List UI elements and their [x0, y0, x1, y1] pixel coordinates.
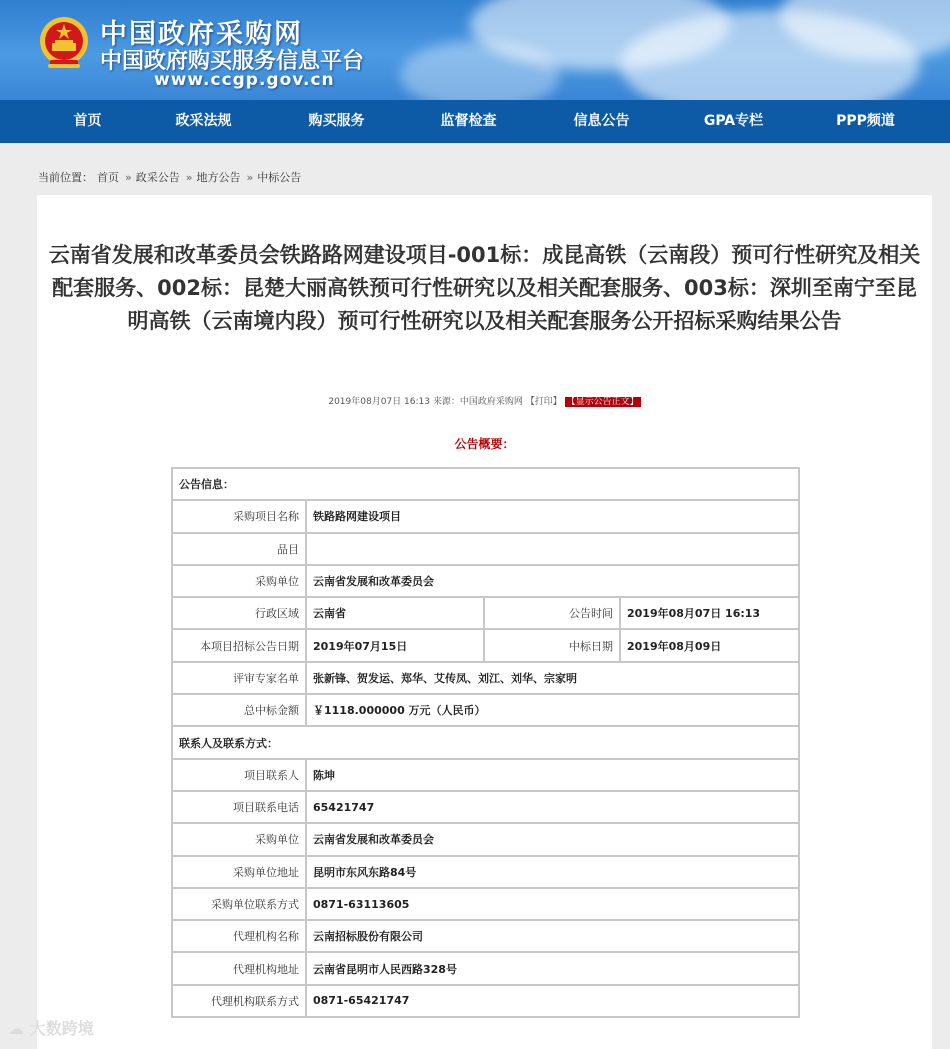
project-name-value: 铁路路网建设项目 — [306, 500, 799, 532]
table-row — [172, 759, 799, 791]
print-link[interactable]: 【打印】 — [525, 397, 562, 407]
nav-item-supervision[interactable]: 监督检查 — [440, 113, 497, 129]
table-row — [172, 597, 799, 629]
nav-item-gpa[interactable]: GPA专栏 — [703, 113, 764, 129]
article-source: 来源：中国政府采购网 — [432, 397, 523, 407]
watermark-text: 大数跨境 — [29, 1019, 94, 1038]
breadcrumb — [38, 169, 305, 185]
section-contact-info: 联系人及联系方式： — [172, 726, 799, 758]
region-value: 云南省 — [306, 597, 484, 629]
field-label: 采购单位地址 — [172, 856, 306, 888]
field-label: 评审专家名单 — [172, 662, 306, 694]
national-emblem-icon — [38, 14, 90, 72]
watermark-icon: ☁ — [8, 1019, 30, 1038]
agency-name-value: 云南招标股份有限公司 — [306, 920, 799, 952]
breadcrumb-prefix: 当前位置： — [38, 171, 93, 184]
field-label: 采购单位联系方式 — [172, 888, 306, 920]
amount-value: ￥1118.000000 万元（人民币） — [306, 694, 799, 726]
breadcrumb-item-home[interactable]: 首页 — [97, 171, 119, 184]
field-label: 采购单位 — [172, 565, 306, 597]
summary-heading: 公告概要： — [454, 437, 515, 451]
nav-item-home[interactable]: 首页 — [73, 113, 102, 129]
notice-time-value: 2019年08月07日 16:13 — [620, 597, 799, 629]
site-title: 中国政府采购网 — [100, 19, 303, 50]
watermark — [8, 1016, 94, 1039]
award-date-value: 2019年08月09日 — [620, 629, 799, 661]
announcement-info-table — [171, 467, 800, 1018]
nav-item-regulations[interactable]: 政采法规 — [175, 113, 232, 129]
table-row — [172, 533, 799, 565]
purchaser-contact-value: 0871-63113605 — [306, 888, 799, 920]
table-row — [172, 985, 799, 1017]
field-label: 品目 — [172, 533, 306, 565]
table-row — [172, 662, 799, 694]
field-label: 代理机构名称 — [172, 920, 306, 952]
nav-item-ppp[interactable]: PPP频道 — [836, 113, 895, 129]
field-label: 中标日期 — [484, 629, 620, 661]
table-row — [172, 500, 799, 532]
site-url[interactable]: www.ccgp.gov.cn — [154, 70, 335, 90]
table-row — [172, 791, 799, 823]
publish-date: 2019年08月07日 16:13 — [328, 397, 430, 407]
main-nav — [0, 100, 950, 143]
site-header — [0, 0, 950, 100]
agency-contact-value: 0871-65421747 — [306, 985, 799, 1017]
contact-phone-value: 65421747 — [306, 791, 799, 823]
table-row — [172, 726, 799, 758]
table-row — [172, 565, 799, 597]
article-panel — [37, 195, 932, 1049]
field-label: 项目联系人 — [172, 759, 306, 791]
experts-value: 张新锋、贺发运、郑华、艾传凤、刘江、刘华、宗家明 — [306, 662, 799, 694]
field-label: 项目联系电话 — [172, 791, 306, 823]
purchaser-contact-unit-value: 云南省发展和改革委员会 — [306, 823, 799, 855]
breadcrumb-item-announcements[interactable]: 政采公告 — [135, 171, 180, 184]
page-title: 云南省发展和改革委员会铁路路网建设项目-001标：成昆高铁（云南段）预可行性研究及相关配套服务、002标：昆楚大丽高铁预可行性研究以及相关配套服务、003标：深圳至南宁至昆明高铁（云南境内段）预可行性研究以及相关配套服务公开招标采购结果公告 — [48, 243, 921, 333]
breadcrumb-separator: » — [185, 171, 193, 184]
field-label: 代理机构联系方式 — [172, 985, 306, 1017]
table-row — [172, 694, 799, 726]
bid-notice-date-value: 2019年07月15日 — [306, 629, 484, 661]
contact-person-value: 陈坤 — [306, 759, 799, 791]
breadcrumb-item-award[interactable]: 中标公告 — [257, 171, 302, 184]
agency-address-value: 云南省昆明市人民西路328号 — [306, 952, 799, 984]
field-label: 行政区域 — [172, 597, 306, 629]
table-row — [172, 856, 799, 888]
table-row — [172, 468, 799, 500]
item-value — [306, 533, 799, 565]
breadcrumb-item-local[interactable]: 地方公告 — [196, 171, 241, 184]
field-label: 代理机构地址 — [172, 952, 306, 984]
show-text-button[interactable]: 【显示公告正文】 — [566, 397, 639, 407]
table-row — [172, 629, 799, 661]
nav-item-purchase-services[interactable]: 购买服务 — [308, 113, 365, 129]
nav-item-announcements[interactable]: 信息公告 — [573, 113, 630, 129]
section-announcement-info: 公告信息： — [172, 468, 799, 500]
table-row — [172, 888, 799, 920]
site-subtitle: 中国政府购买服务信息平台 — [100, 49, 365, 74]
field-label: 本项目招标公告日期 — [172, 629, 306, 661]
field-label: 总中标金额 — [172, 694, 306, 726]
field-label: 采购单位 — [172, 823, 306, 855]
field-label: 采购项目名称 — [172, 500, 306, 532]
breadcrumb-separator: » — [125, 171, 132, 184]
table-row — [172, 920, 799, 952]
table-row — [172, 823, 799, 855]
purchaser-address-value: 昆明市东风东路84号 — [306, 856, 799, 888]
breadcrumb-separator: » — [246, 171, 254, 184]
table-row — [172, 952, 799, 984]
article-meta — [37, 394, 932, 407]
field-label: 公告时间 — [484, 597, 620, 629]
purchaser-value: 云南省发展和改革委员会 — [306, 565, 799, 597]
